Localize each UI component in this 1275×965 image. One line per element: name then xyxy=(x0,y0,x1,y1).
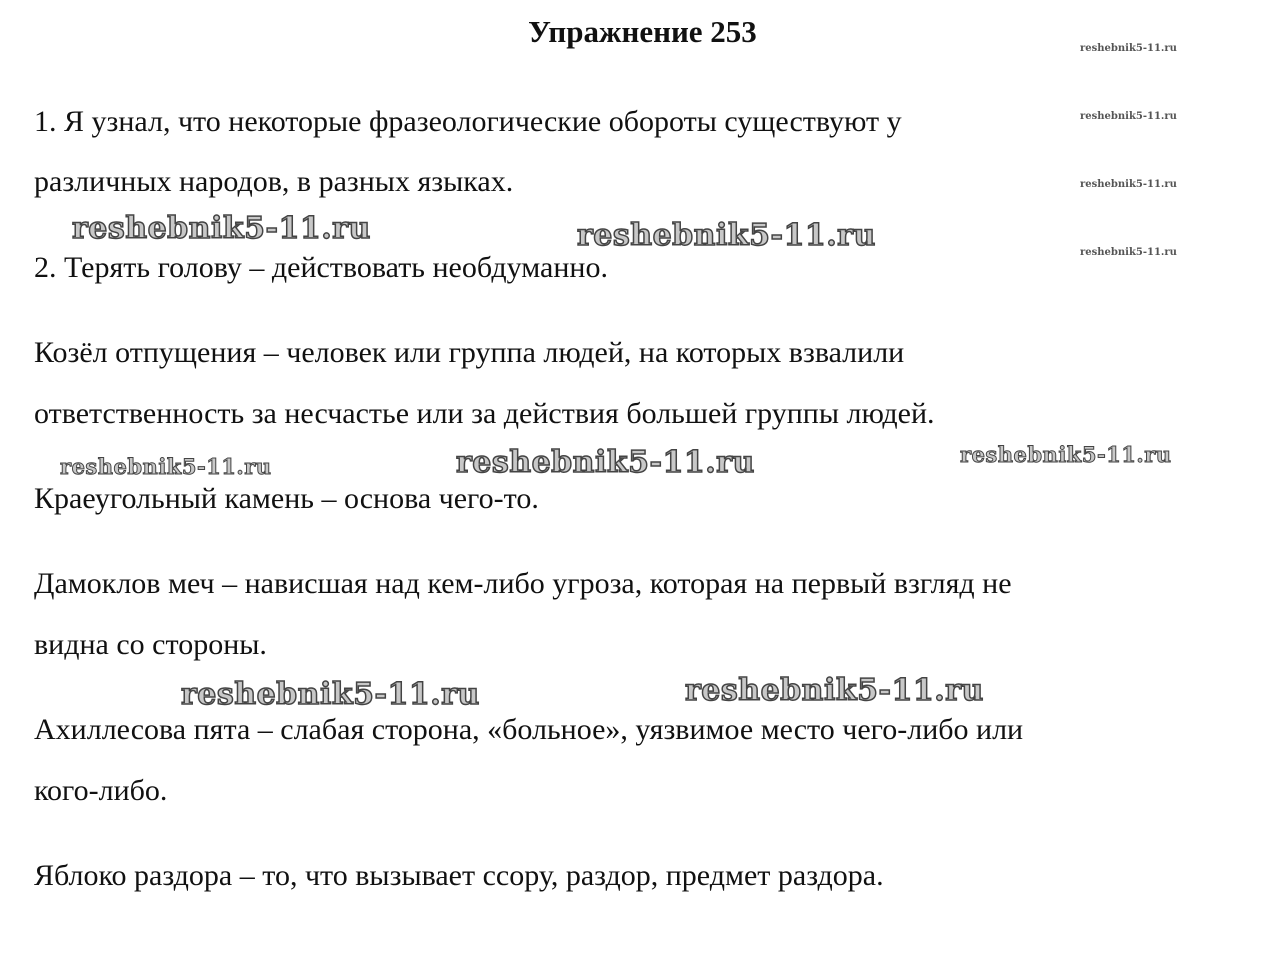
watermark: reshebnik5-11.ru xyxy=(960,442,1172,467)
text-line-4: Козёл отпущения – человек или группа людей, на которых взвалили xyxy=(34,336,905,369)
text-line-9: Ахиллесова пята – слабая сторона, «больное», уязвимое место чего-либо или xyxy=(34,713,1024,746)
watermark: reshebnik5-11.ru xyxy=(181,677,480,712)
text-line-11: Яблоко раздора – то, что вызывает ссору, раздор, предмет раздора. xyxy=(34,859,884,892)
watermark: reshebnik5-11.ru xyxy=(1080,111,1177,122)
text-line-7: Дамоклов меч – нависшая над кем-либо угроза, которая на первый взгляд не xyxy=(34,567,1012,600)
exercise-title: Упражнение 253 xyxy=(528,14,757,49)
watermark: reshebnik5-11.ru xyxy=(456,445,755,480)
watermark: reshebnik5-11.ru xyxy=(685,673,984,708)
text-line-10: кого-либо. xyxy=(34,774,168,807)
text-line-5: ответственность за несчастье или за действия большей группы людей. xyxy=(34,397,935,430)
text-line-1: 1. Я узнал, что некоторые фразеологические обороты существуют у xyxy=(34,105,902,138)
text-line-8: видна со стороны. xyxy=(34,628,267,661)
watermark: reshebnik5-11.ru xyxy=(1080,43,1177,54)
watermark: reshebnik5-11.ru xyxy=(1080,179,1177,190)
watermark: reshebnik5-11.ru xyxy=(72,211,371,246)
watermark: reshebnik5-11.ru xyxy=(60,454,272,479)
watermark: reshebnik5-11.ru xyxy=(1080,247,1177,258)
text-line-3: 2. Терять голову – действовать необдуманно. xyxy=(34,251,608,284)
watermark: reshebnik5-11.ru xyxy=(577,218,876,253)
text-line-2: различных народов, в разных языках. xyxy=(34,165,514,198)
text-line-6: Краеугольный камень – основа чего-то. xyxy=(34,482,539,515)
